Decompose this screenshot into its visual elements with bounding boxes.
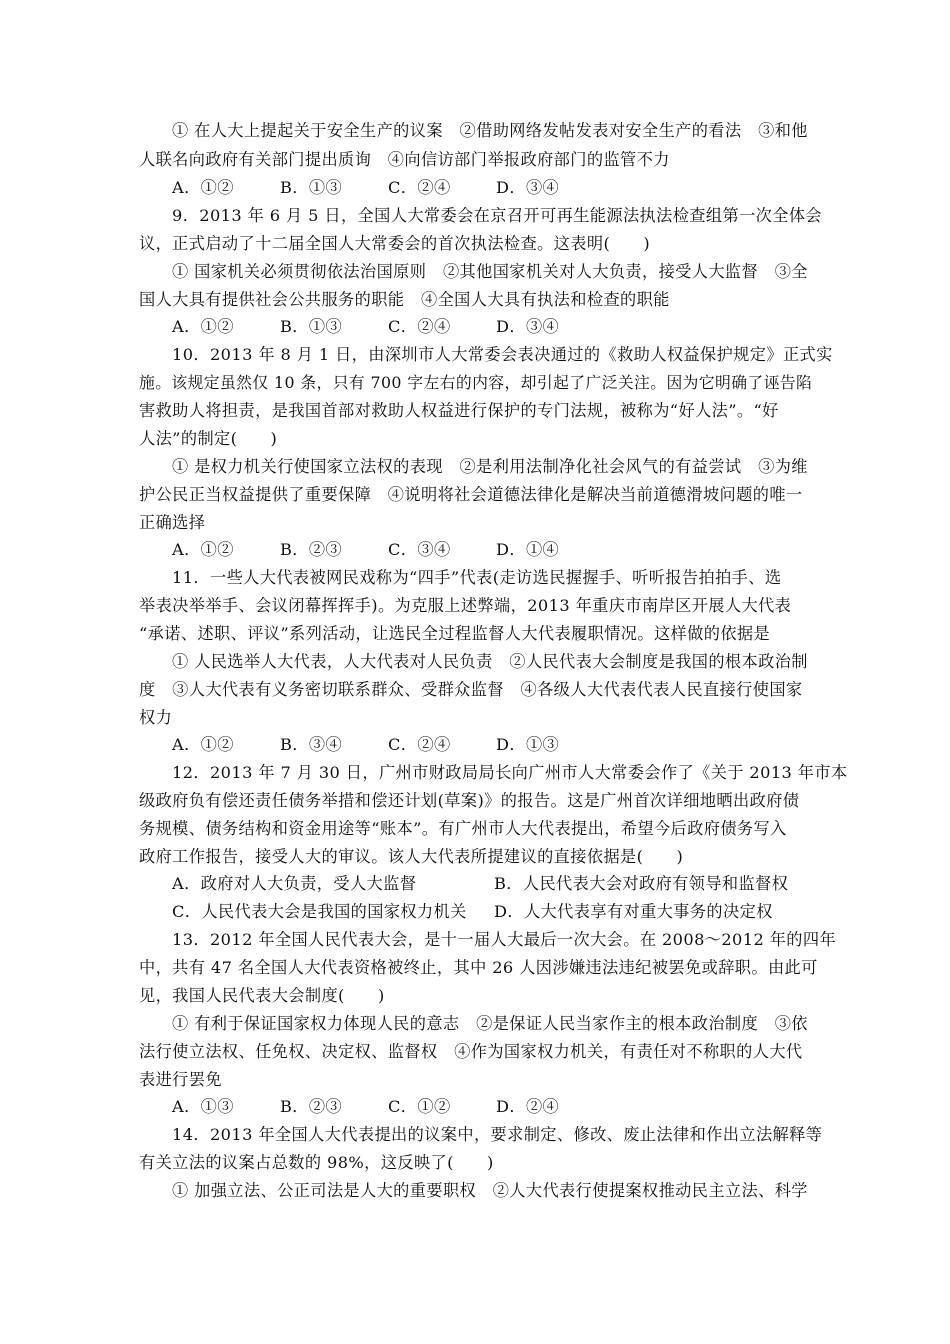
option-d: D．②④ bbox=[496, 1097, 560, 1116]
option-c: C．②④ bbox=[388, 735, 451, 754]
q10-stem: 施。该规定虽然仅 10 条，只有 700 字左右的内容，却引起了广泛关注。因为它明确了诬告陷 bbox=[139, 373, 813, 392]
option-c: C．人民代表大会是我国的国家权力机关 bbox=[172, 902, 467, 921]
option-d: D．①③ bbox=[496, 735, 560, 754]
q10-statements: 正确选择 bbox=[139, 513, 206, 532]
q10-stem: 10．2013 年 8 月 1 日，由深圳市人大常委会表决通过的《救助人权益保护规定》正式实 bbox=[172, 345, 833, 364]
option-b: B．③④ bbox=[280, 735, 343, 754]
q10-statements: ① 是权力机关行使国家立法权的表现 ②是利用法制净化社会风气的有益尝试 ③为维 bbox=[172, 457, 808, 476]
option-b: B．①③ bbox=[280, 317, 343, 336]
q12-stem: 级政府负有偿还责任债务举措和偿还计划(草案)》的报告。这是广州首次详细地晒出政府债 bbox=[139, 791, 800, 810]
q13-stem: 中，共有 47 名全国人大代表资格被终止，其中 26 人因涉嫌违法违纪被罢免或辞职。由此可 bbox=[139, 958, 818, 977]
q13-stem: 13．2012 年全国人民代表大会，是十一届人大最后一次大会。在 2008～2012 年的四年 bbox=[172, 930, 837, 949]
option-a: A．①③ bbox=[172, 1097, 234, 1116]
q12-stem: 政府工作报告，接受人大的审议。该人大代表所提建议的直接依据是( ) bbox=[139, 847, 684, 866]
q12-stem: 12．2013 年 7 月 30 日，广州市财政局局长向广州市人大常委会作了《关于 2013 年市本 bbox=[172, 763, 848, 782]
q10-options bbox=[172, 539, 772, 561]
q14-statements: ① 加强立法、公正司法是人大的重要职权 ②人大代表行使提案权推动民主立法、科学 bbox=[172, 1181, 808, 1200]
option-d: D．③④ bbox=[496, 178, 560, 197]
option-c: C．②④ bbox=[388, 317, 451, 336]
option-a: A．①② bbox=[172, 540, 234, 559]
option-d: D．①④ bbox=[496, 540, 560, 559]
q12-stem: 务规模、债务结构和资金用途等“账本”。有广州市人大代表提出，希望今后政府债务写入 bbox=[139, 819, 787, 838]
q12-options-row bbox=[172, 901, 812, 923]
q13-statements: 法行使立法权、任免权、决定权、监督权 ④作为国家权力机关，有责任对不称职的人大代 bbox=[139, 1042, 803, 1061]
q13-options bbox=[172, 1096, 772, 1118]
option-a: A．①② bbox=[172, 735, 234, 754]
option-d: D．③④ bbox=[496, 317, 560, 336]
q9-statements: ① 国家机关必须贯彻依法治国原则 ②其他国家机关对人大负责，接受人大监督 ③全 bbox=[172, 262, 808, 281]
option-d: D．人大代表享有对重大事务的决定权 bbox=[494, 902, 773, 921]
option-b: B．人民代表大会对政府有领导和监督权 bbox=[494, 874, 789, 893]
q10-stem: 人法”的制定( ) bbox=[139, 429, 278, 448]
q9-options bbox=[172, 316, 772, 338]
option-b: B．②③ bbox=[280, 540, 343, 559]
q14-stem: 14．2013 年全国人大代表提出的议案中，要求制定、修改、废止法律和作出立法解释等 bbox=[172, 1125, 823, 1144]
q8-line: 人联名向政府有关部门提出质询 ④向信访部门举报政府部门的监管不力 bbox=[139, 150, 670, 169]
q8-options bbox=[172, 177, 772, 199]
q11-statements: 度 ③人大代表有义务密切联系群众、受群众监督 ④各级人大代表代表人民直接行使国家 bbox=[139, 680, 803, 699]
q11-stem: 11．一些人大代表被网民戏称为“四手”代表(走访选民握握手、听听报告拍拍手、选 bbox=[172, 568, 782, 587]
option-a: A．①② bbox=[172, 317, 234, 336]
q11-stem: “承诺、述职、评议”系列活动，让选民全过程监督人大代表履职情况。这样做的依据是 bbox=[139, 624, 771, 643]
q10-stem: 害救助人将担责，是我国首部对救助人权益进行保护的专门法规，被称为“好人法”。“好 bbox=[139, 401, 779, 420]
option-a: A．政府对人大负责，受人大监督 bbox=[172, 874, 417, 893]
q12-options-row bbox=[172, 873, 812, 895]
q11-options bbox=[172, 734, 772, 756]
option-b: B．②③ bbox=[280, 1097, 343, 1116]
q14-stem: 有关立法的议案占总数的 98%，这反映了( ) bbox=[139, 1153, 494, 1172]
q9-statements: 国人大具有提供社会公共服务的职能 ④全国人大具有执法和检查的职能 bbox=[139, 290, 670, 309]
option-c: C．②④ bbox=[388, 178, 451, 197]
q11-stem: 举表决举举手、会议闭幕挥挥手)。为克服上述弊端，2013 年重庆市南岸区开展人大代表 bbox=[139, 596, 792, 615]
option-a: A．①② bbox=[172, 178, 234, 197]
q10-statements: 护公民正当权益提供了重要保障 ④说明将社会道德法律化是解决当前道德滑坡问题的唯一 bbox=[139, 485, 803, 504]
q13-stem: 见，我国人民代表大会制度( ) bbox=[139, 986, 385, 1005]
q11-statements: 权力 bbox=[139, 708, 173, 727]
q13-statements: ① 有利于保证国家权力体现人民的意志 ②是保证人民当家作主的根本政治制度 ③依 bbox=[172, 1014, 808, 1033]
q9-stem: 议，正式启动了十二届全国人大常委会的首次执法检查。这表明( ) bbox=[139, 234, 651, 253]
q9-stem: 9．2013 年 6 月 5 日，全国人大常委会在京召开可再生能源法执法检查组第一次全体会 bbox=[172, 206, 823, 225]
q13-statements: 表进行罢免 bbox=[139, 1070, 222, 1089]
option-c: C．③④ bbox=[388, 540, 451, 559]
option-c: C．①② bbox=[388, 1097, 451, 1116]
q8-line: ① 在人大上提起关于安全生产的议案 ②借助网络发帖发表对安全生产的看法 ③和他 bbox=[172, 121, 808, 140]
q11-statements: ① 人民选举人大代表，人大代表对人民负责 ②人民代表大会制度是我国的根本政治制 bbox=[172, 652, 808, 671]
option-b: B．①③ bbox=[280, 178, 343, 197]
